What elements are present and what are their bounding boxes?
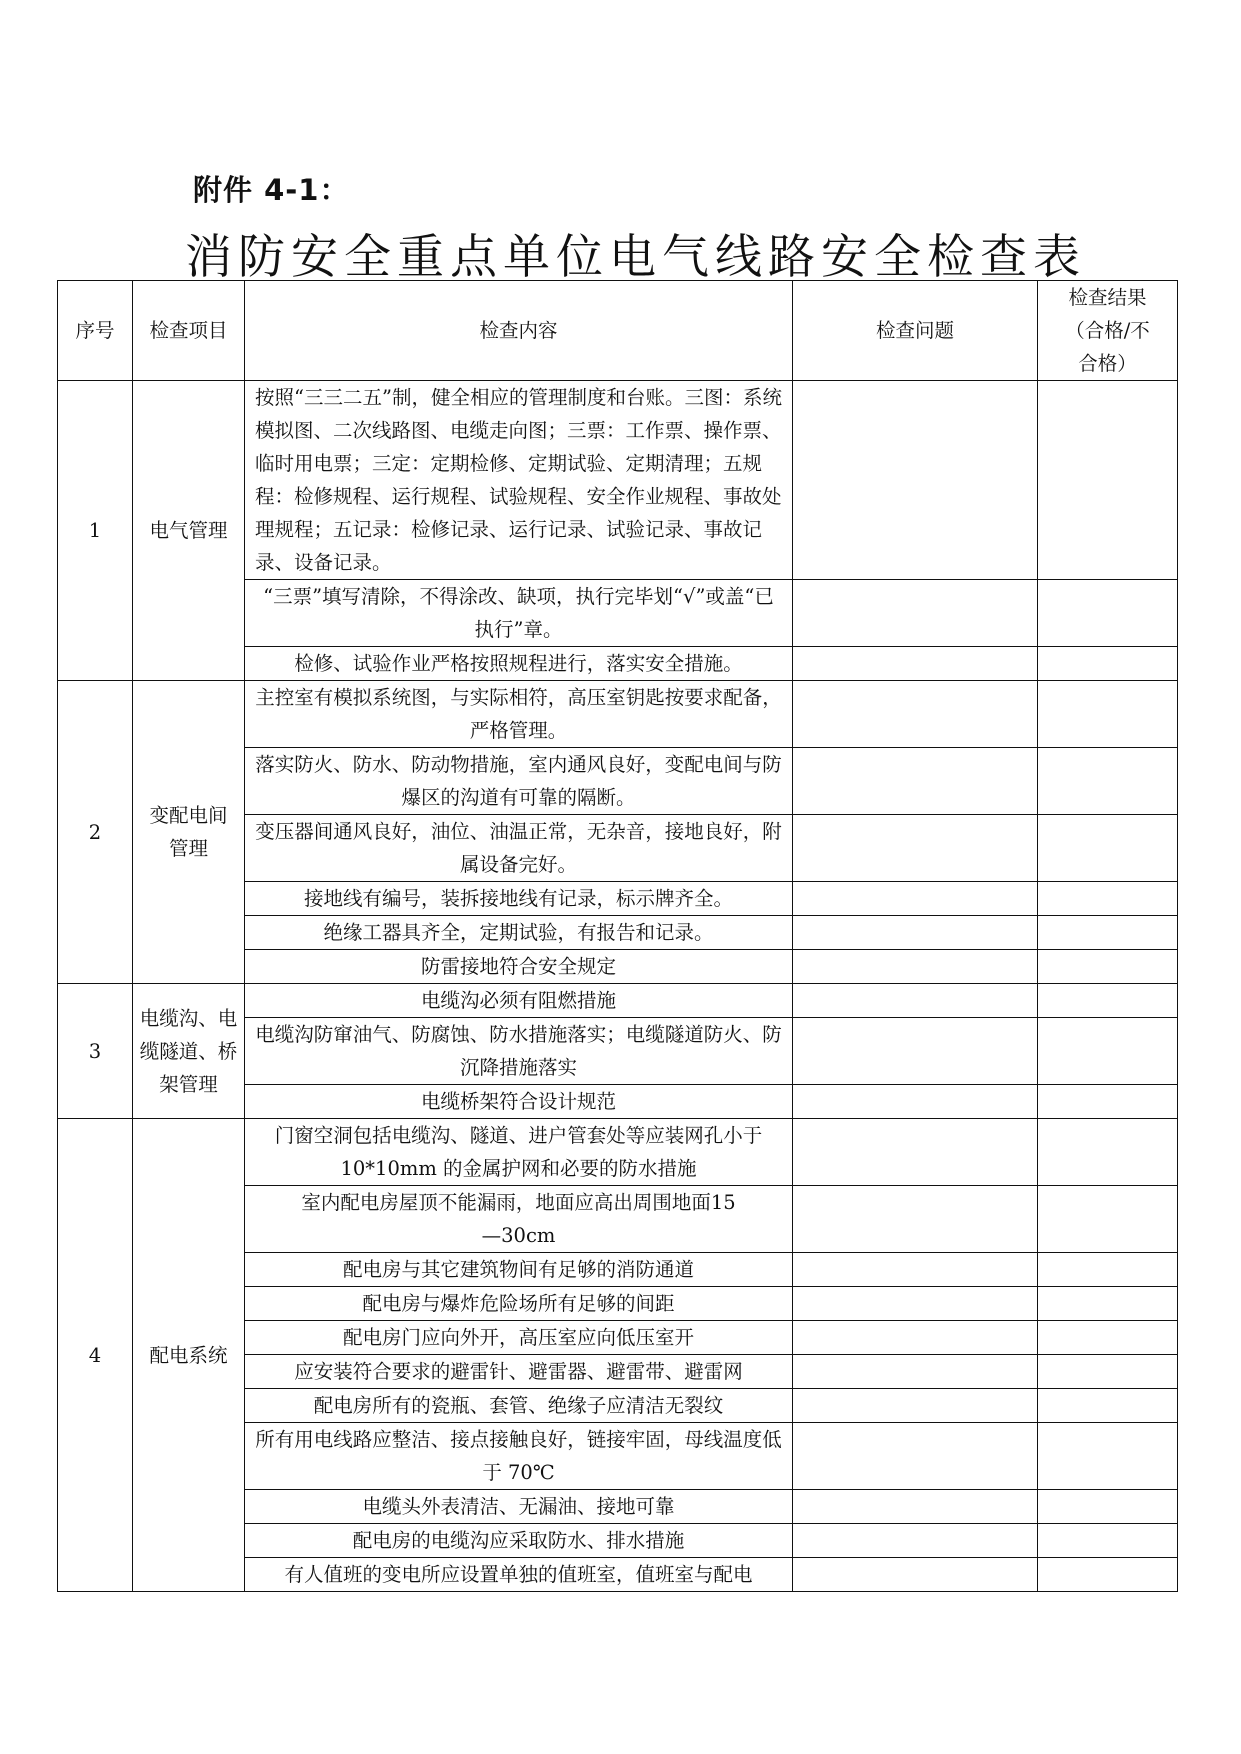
issue-cell[interactable] [793,1287,1038,1321]
content-cell: 门窗空洞包括电缆沟、隧道、进户管套处等应装网孔小于 10*10mm 的金属护网和必要的防水措施 [245,1119,793,1186]
content-cell: 配电房所有的瓷瓶、套管、绝缘子应清洁无裂纹 [245,1389,793,1423]
seq-cell: 3 [58,984,133,1119]
item-cell: 配电系统 [133,1119,245,1592]
seq-cell: 4 [58,1119,133,1592]
content-cell: 检修、试验作业严格按照规程进行，落实安全措施。 [245,647,793,681]
item-cell: 变配电间管理 [133,681,245,984]
result-cell[interactable] [1038,1423,1178,1490]
issue-cell[interactable] [793,1558,1038,1592]
issue-cell[interactable] [793,1524,1038,1558]
issue-cell[interactable] [793,1423,1038,1490]
issue-cell[interactable] [793,1085,1038,1119]
result-cell[interactable] [1038,1085,1178,1119]
content-cell: 按照“三三二五”制，健全相应的管理制度和台账。三图：系统模拟图、二次线路图、电缆走向图；三票：工作票、操作票、临时用电票；三定：定期检修、定期试验、定期清理；五规程：检修规程、运行规程、试验规程、安全作业规程、事故处理规程；五记录：检修记录、运行记录、试验记录、事故记录、设备记录。 [245,381,793,580]
content-cell: 配电房与爆炸危险场所有足够的间距 [245,1287,793,1321]
seq-cell: 2 [58,681,133,984]
table-row [58,381,1178,580]
header-item: 检查项目 [133,281,245,381]
content-cell: 防雷接地符合安全规定 [245,950,793,984]
issue-cell[interactable] [793,950,1038,984]
issue-cell[interactable] [793,681,1038,748]
content-cell: 电缆桥架符合设计规范 [245,1085,793,1119]
content-cell: 绝缘工器具齐全，定期试验，有报告和记录。 [245,916,793,950]
result-cell[interactable] [1038,882,1178,916]
issue-cell[interactable] [793,1355,1038,1389]
item-cell: 电气管理 [133,381,245,681]
content-cell: 室内配电房屋顶不能漏雨，地面应高出周围地面15—30cm [245,1186,793,1253]
result-cell[interactable] [1038,815,1178,882]
result-cell[interactable] [1038,916,1178,950]
content-cell: 电缆沟防窜油气、防腐蚀、防水措施落实；电缆隧道防火、防沉降措施落实 [245,1018,793,1085]
issue-cell[interactable] [793,1389,1038,1423]
issue-cell[interactable] [793,647,1038,681]
content-cell: “三票”填写清除，不得涂改、缺项，执行完毕划“√”或盖“已执行”章。 [245,580,793,647]
content-cell: 变压器间通风良好，油位、油温正常，无杂音，接地良好，附属设备完好。 [245,815,793,882]
result-cell[interactable] [1038,580,1178,647]
issue-cell[interactable] [793,381,1038,580]
result-cell[interactable] [1038,681,1178,748]
issue-cell[interactable] [793,1119,1038,1186]
header-issue: 检查问题 [793,281,1038,381]
issue-cell[interactable] [793,1186,1038,1253]
content-cell: 配电房的电缆沟应采取防水、排水措施 [245,1524,793,1558]
result-cell[interactable] [1038,984,1178,1018]
content-cell: 配电房与其它建筑物间有足够的消防通道 [245,1253,793,1287]
content-cell: 接地线有编号，装拆接地线有记录，标示牌齐全。 [245,882,793,916]
content-cell: 所有用电线路应整洁、接点接触良好，链接牢固，母线温度低于 70℃ [245,1423,793,1490]
issue-cell[interactable] [793,580,1038,647]
issue-cell[interactable] [793,1018,1038,1085]
header-content: 检查内容 [245,281,793,381]
issue-cell[interactable] [793,882,1038,916]
table-row [58,681,1178,748]
item-cell: 电缆沟、电缆隧道、桥架管理 [133,984,245,1119]
result-cell[interactable] [1038,647,1178,681]
issue-cell[interactable] [793,1321,1038,1355]
issue-cell[interactable] [793,984,1038,1018]
issue-cell[interactable] [793,1253,1038,1287]
content-cell: 电缆沟必须有阻燃措施 [245,984,793,1018]
header-result: 检查结果（合格/不合格） [1038,281,1178,381]
content-cell: 电缆头外表清洁、无漏油、接地可靠 [245,1490,793,1524]
result-cell[interactable] [1038,1490,1178,1524]
result-cell[interactable] [1038,1321,1178,1355]
inspection-table [57,280,1178,1592]
content-cell: 配电房门应向外开，高压室应向低压室开 [245,1321,793,1355]
table-row [58,1119,1178,1186]
result-cell[interactable] [1038,1389,1178,1423]
issue-cell[interactable] [793,748,1038,815]
result-cell[interactable] [1038,1355,1178,1389]
result-cell[interactable] [1038,1253,1178,1287]
result-cell[interactable] [1038,1287,1178,1321]
issue-cell[interactable] [793,1490,1038,1524]
issue-cell[interactable] [793,815,1038,882]
content-cell: 应安装符合要求的避雷针、避雷器、避雷带、避雷网 [245,1355,793,1389]
document-title: 消防安全重点单位电气线路安全检查表 [185,230,1086,285]
result-cell[interactable] [1038,1186,1178,1253]
header-seq: 序号 [58,281,133,381]
table-row [58,984,1178,1018]
content-cell: 主控室有模拟系统图，与实际相符，高压室钥匙按要求配备，严格管理。 [245,681,793,748]
content-cell: 有人值班的变电所应设置单独的值班室，值班室与配电 [245,1558,793,1592]
attachment-label: 附件 4-1： [193,173,350,207]
result-cell[interactable] [1038,381,1178,580]
result-cell[interactable] [1038,1119,1178,1186]
content-cell: 落实防火、防水、防动物措施，室内通风良好，变配电间与防爆区的沟道有可靠的隔断。 [245,748,793,815]
result-cell[interactable] [1038,1524,1178,1558]
issue-cell[interactable] [793,916,1038,950]
result-cell[interactable] [1038,748,1178,815]
result-cell[interactable] [1038,1018,1178,1085]
result-cell[interactable] [1038,950,1178,984]
seq-cell: 1 [58,381,133,681]
result-cell[interactable] [1038,1558,1178,1592]
table-header-row [58,281,1178,381]
